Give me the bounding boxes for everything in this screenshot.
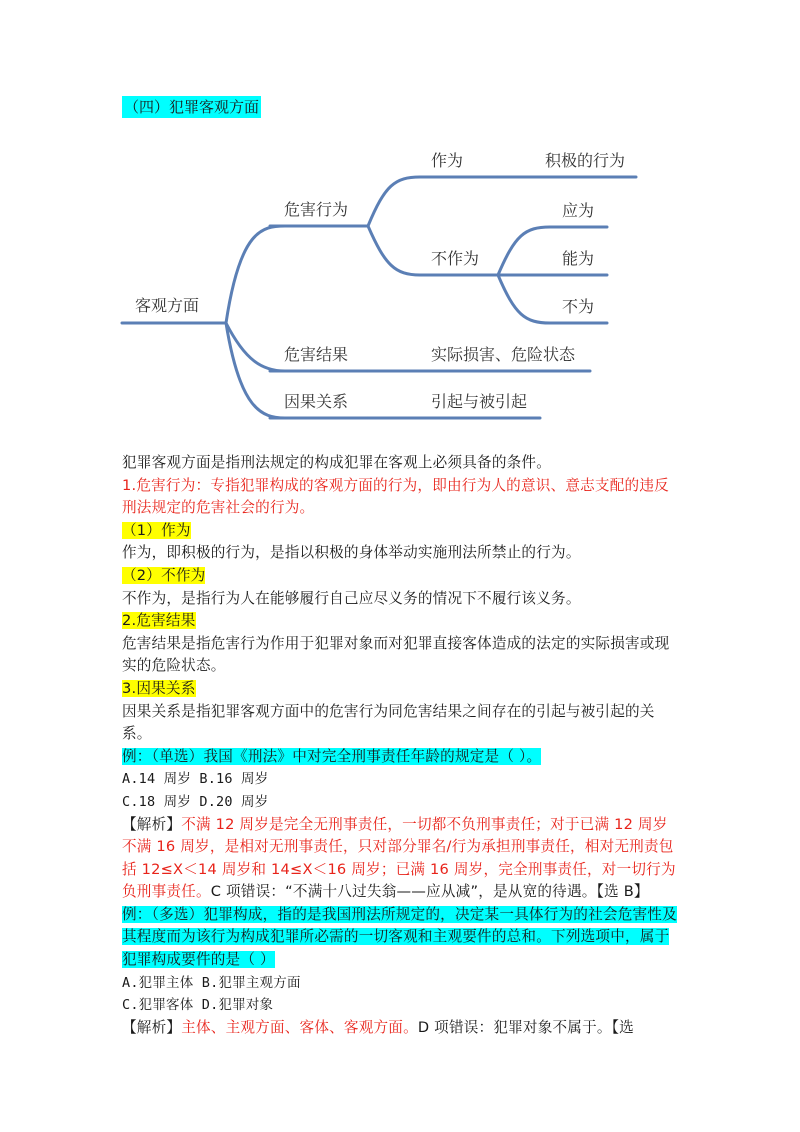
causality-definition: 因果关系是指犯罪客观方面中的危害行为同危害结果之间存在的引起与被引起的关系。 (122, 702, 655, 743)
mindmap-harmful-act-label: 危害行为 (284, 200, 349, 219)
body-text (122, 452, 682, 1039)
mindmap-active-act-label: 积极的行为 (545, 151, 626, 170)
mindmap-branch-omission (368, 226, 420, 275)
question-2-analysis (122, 1017, 682, 1040)
mindmap-causality-label: 因果关系 (284, 392, 349, 411)
question-2: 例：（多选）犯罪构成，指的是我国刑法所规定的，决定某一具体行为的社会危害性及其程度而为该行为构成犯罪所必需的一切客观和主观要件的总和。下列选项中，属于犯罪构成要件的是（ ） (122, 905, 677, 969)
mindmap-branch-harmful-act (226, 226, 285, 323)
question-2-analysis-red: 主体、主观方面、客体、客观方面。 (181, 1018, 418, 1036)
mindmap-can-act-label: 能为 (562, 249, 595, 268)
intro-paragraph: 犯罪客观方面是指刑法规定的构成犯罪在客观上必须具备的条件。 (122, 454, 552, 471)
act-definition: 作为，即积极的行为，是指以积极的身体举动实施刑法所禁止的行为。 (122, 544, 581, 562)
omission-definition: 不作为，是指行为人在能够履行自己应尽义务的情况下不履行该义务。 (122, 589, 581, 607)
harmful-act-definition: 1.危害行为：专指犯罪构成的客观方面的行为，即由行为人的意识、意志支配的违反刑法规定的危害社会的行为。 (122, 476, 669, 517)
question-1: 例：（单选）我国《刑法》中对完全刑事责任年龄的规定是（ ）。 (122, 747, 542, 765)
mindmap-should-act-label: 应为 (562, 201, 595, 220)
question-2-options-cd: C.犯罪客体 D.犯罪对象 (122, 997, 274, 1014)
mindmap-branch-act (368, 177, 420, 226)
act-heading: （1）作为 (122, 521, 191, 539)
mindmap-harm-result-label: 危害结果 (284, 345, 349, 364)
question-1-options-ab: A.14 周岁 B.16 周岁 (122, 771, 269, 788)
mindmap-act-label: 作为 (431, 151, 464, 170)
mindmap-branch-not-act (498, 275, 550, 323)
omission-heading: （2）不作为 (122, 566, 206, 584)
mindmap-root-label: 客观方面 (135, 296, 200, 315)
analysis-label-2: 【解析】 (122, 1018, 182, 1036)
mindmap-omission-label: 不作为 (431, 249, 480, 268)
mindmap-diagram (0, 130, 800, 430)
question-1-analysis-rest: C 项错误：“不满十八过失翁——应从减”，是从宽的待遇。【选 B】 (210, 883, 649, 901)
question-2-analysis-rest: D 项错误：犯罪对象不属于。【选 (417, 1018, 634, 1036)
mindmap-branch-should-act (498, 227, 550, 275)
section-heading: （四）犯罪客观方面 (124, 98, 260, 116)
mindmap-harm-result-desc-label: 实际损害、危险状态 (431, 345, 576, 364)
mindmap-causality-desc-label: 引起与被引起 (431, 392, 528, 411)
question-1-analysis (122, 814, 682, 904)
question-1-analysis-red: 不满 12 周岁是完全无刑事责任，一切都不负刑事责任；对于已满 12 周岁不满 16 周岁，是相对无刑事责任，只对部分罪名/行为承担刑事责任，相对无刑责包括 12≤X＜14 周岁和 14≤X＜16 周岁；已满 16 周岁，完全刑事责任，对一切行为负刑事责任。 (122, 815, 676, 901)
harm-result-heading: 2.危害结果 (122, 612, 196, 630)
causality-heading: 3.因果关系 (122, 679, 196, 697)
mindmap-not-act-label: 不为 (562, 297, 595, 316)
analysis-label: 【解析】 (122, 815, 182, 833)
question-2-options-ab: A.犯罪主体 B.犯罪主观方面 (122, 974, 301, 991)
question-1-options-cd: C.18 周岁 D.20 周岁 (122, 793, 269, 810)
harm-result-definition: 危害结果是指危害行为作用于犯罪对象而对犯罪直接客体造成的法定的实际损害或现实的危险状态。 (122, 634, 670, 675)
